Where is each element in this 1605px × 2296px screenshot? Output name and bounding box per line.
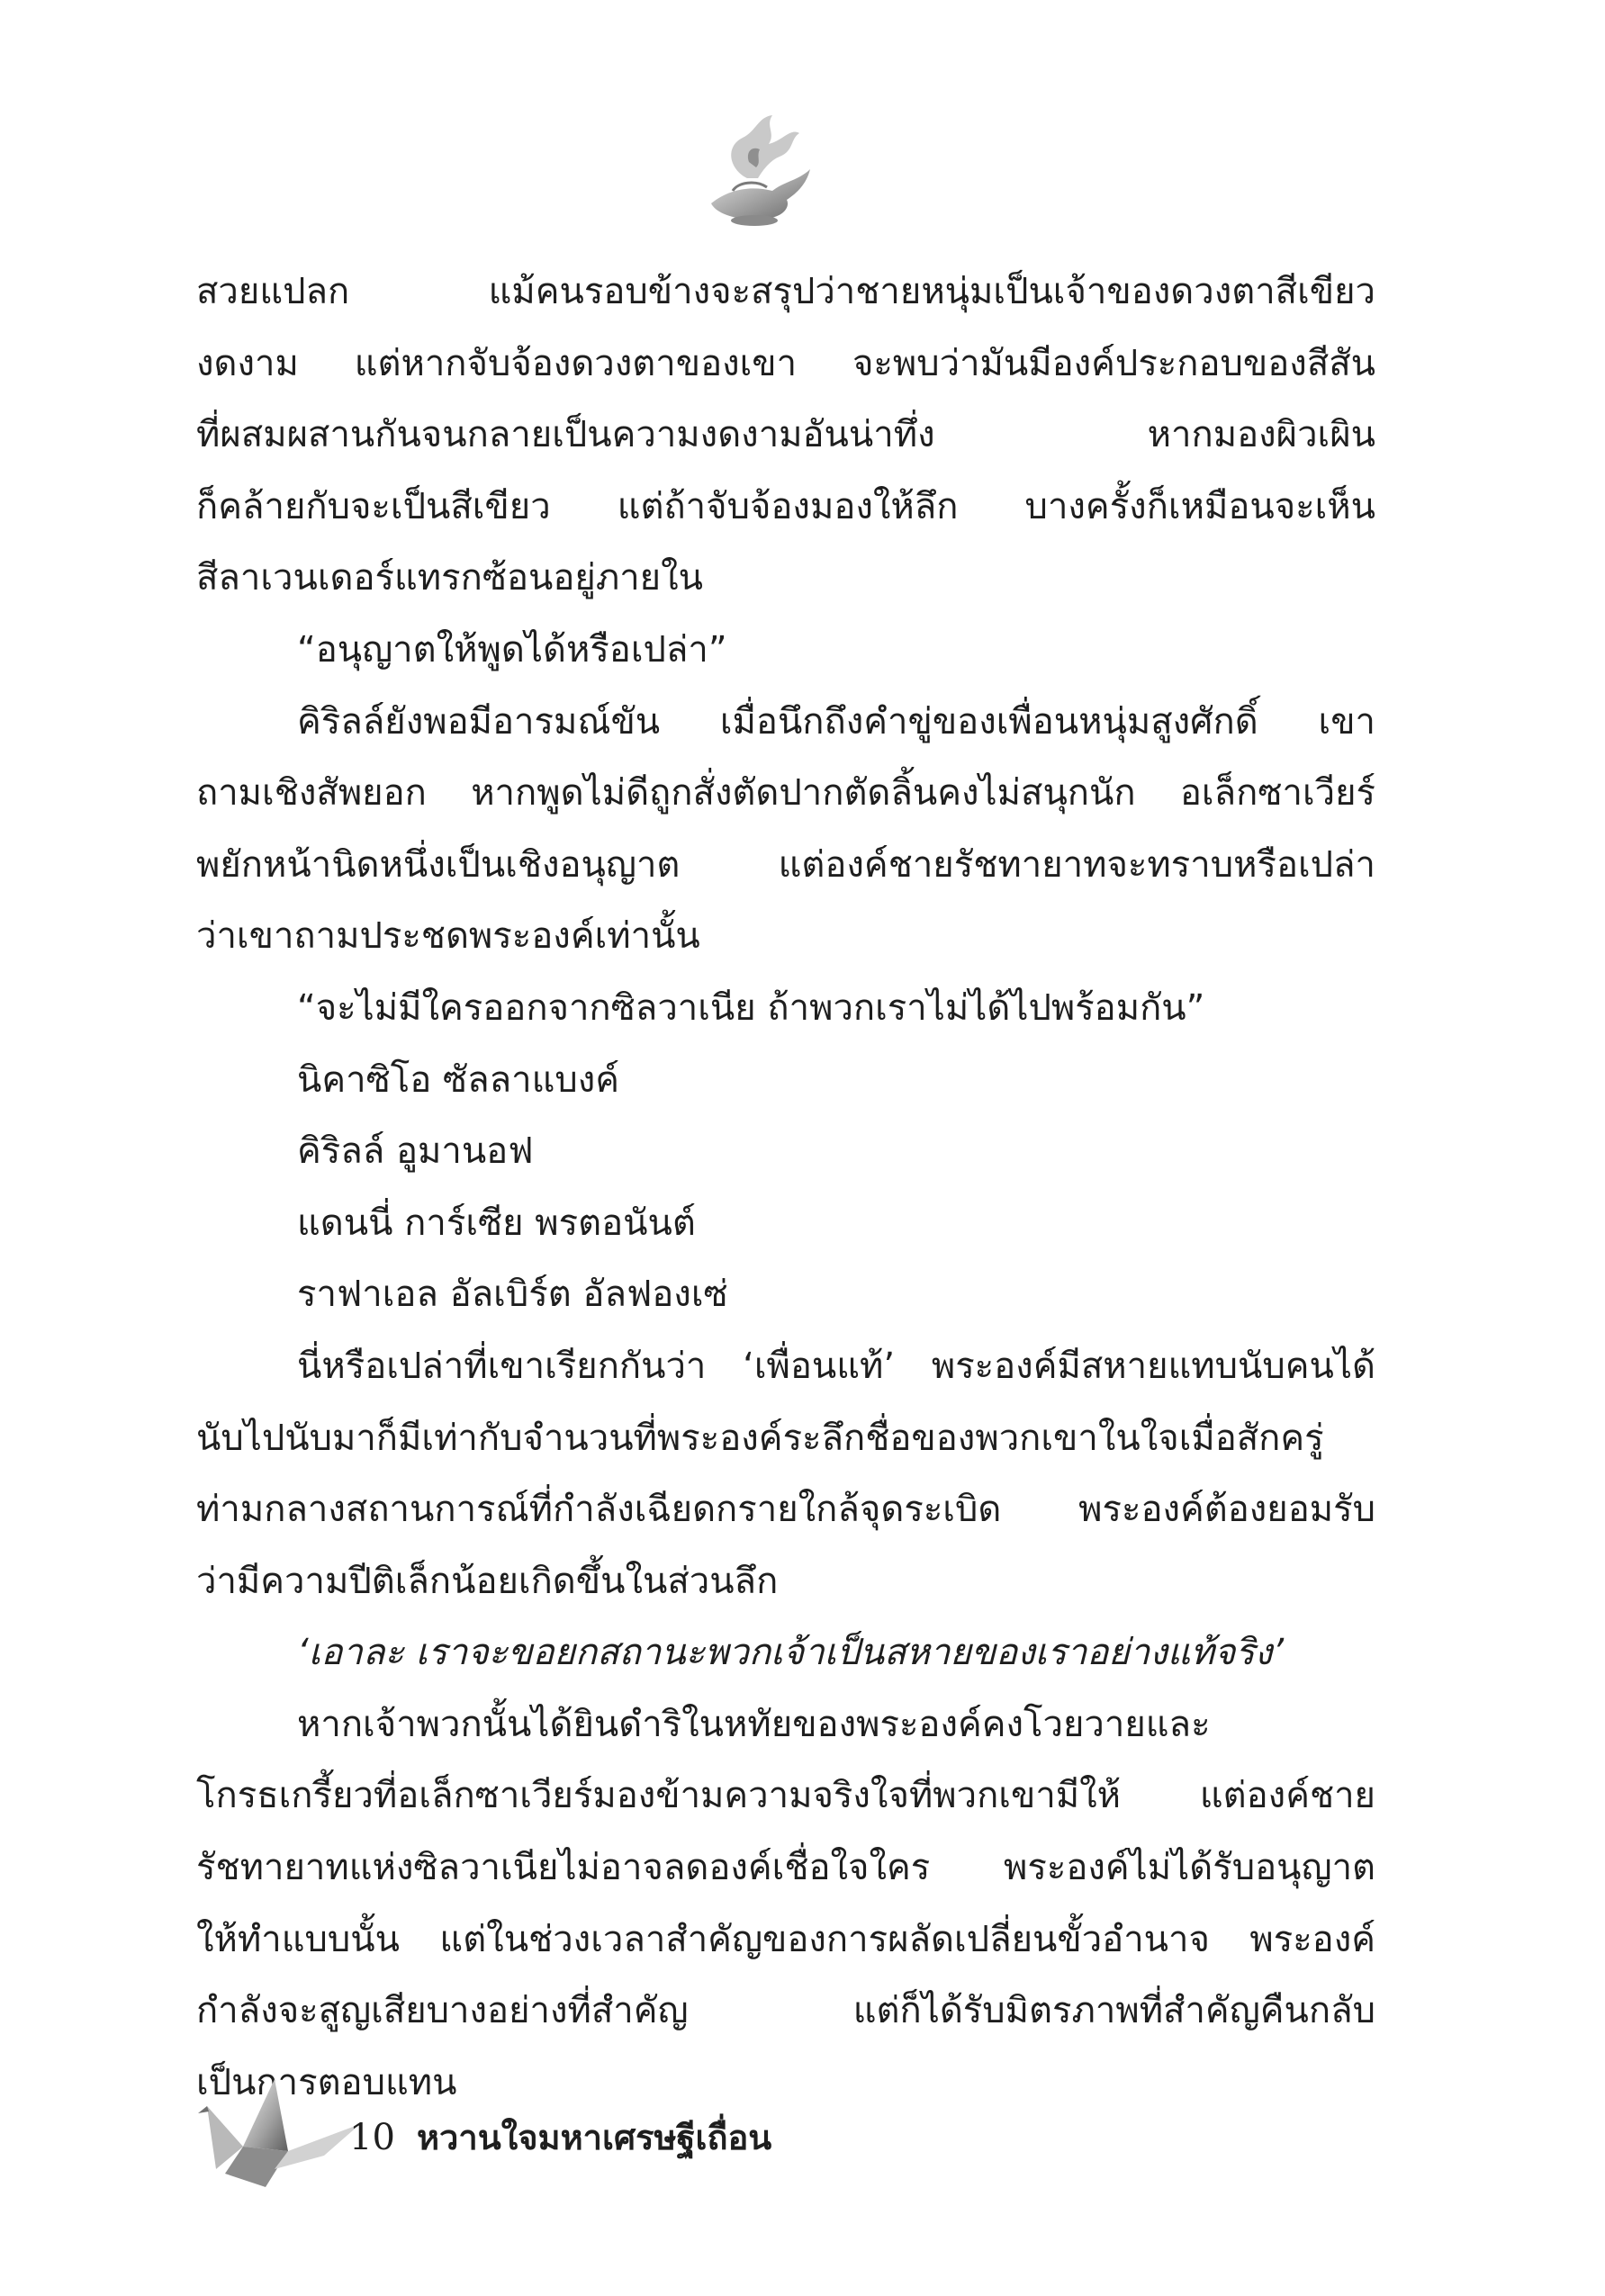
paragraph-line: ว่ามีความปีติเล็กน้อยเกิดขึ้นในส่วนลึก [196, 1560, 779, 1602]
paragraph-line: นี่หรือเปล่าที่เขาเรียกกันว่า ‘เพื่อนแท้’ พระองค์มีสหายแทบนับคนได้ [297, 1345, 1375, 1387]
paragraph-line: ว่าเขาถามประชดพระองค์เท่านั้น [196, 915, 700, 958]
paragraph-line: งดงาม แต่หากจับจ้องดวงตาของเขา จะพบว่ามันมีองค์ประกอบของสีสัน [196, 342, 1375, 384]
paragraph-line: ก็คล้ายกับจะเป็นสีเขียว แต่ถ้าจับจ้องมองให้ลึก บางครั้งก็เหมือนจะเห็น [196, 485, 1375, 527]
paragraph-line: ให้ทำแบบนั้น แต่ในช่วงเวลาสำคัญของการผลัดเปลี่ยนขั้วอำนาจ พระองค์ [196, 1918, 1375, 1960]
name-line: คิริลล์ อูมานอฟ [297, 1130, 534, 1173]
paragraph-line: สีลาเวนเดอร์แทรกซ้อนอยู่ภายใน [196, 557, 703, 599]
thought-line: ‘เอาละ เราจะขอยกสถานะพวกเจ้าเป็นสหายของเราอย่างแท้จริง’ [297, 1632, 1285, 1674]
paragraph-line: รัชทายาทแห่งซิลวาเนียไม่อาจลดองค์เชื่อใจใคร พระองค์ไม่ได้รับอนุญาต [196, 1847, 1375, 1889]
page-footer [189, 2061, 819, 2196]
paragraph-line: โกรธเกรี้ยวที่อเล็กซาเวียร์มองข้ามความจริงใจที่พวกเขามีให้ แต่องค์ชาย [196, 1775, 1375, 1817]
book-title: หวานใจมหาเศรษฐีเถื่อน [417, 2118, 772, 2157]
paragraph-line: นับไปนับมาก็มีเท่ากับจำนวนที่พระองค์ระลึกชื่อของพวกเขาในใจเมื่อสักครู่ [196, 1417, 1324, 1459]
paragraph-line: คิริลล์ยังพอมีอารมณ์ขัน เมื่อนึกถึงคำขู่ของเพื่อนหนุ่มสูงศักดิ์ เขา [297, 700, 1375, 743]
dialogue-line: “อนุญาตให้พูดได้หรือเปล่า” [297, 628, 727, 671]
dialogue-line: “จะไม่มีใครออกจากซิลวาเนีย ถ้าพวกเราไม่ได้ไปพร้อมกัน” [297, 986, 1205, 1029]
paragraph-line: กำลังจะสูญเสียบางอย่างที่สำคัญ แต่ก็ได้รับมิตรภาพที่สำคัญคืนกลับ [196, 1990, 1375, 2032]
name-line: ราฟาเอล อัลเบิร์ต อัลฟองเซ่ [297, 1274, 728, 1316]
paragraph-line: ท่ามกลางสถานการณ์ที่กำลังเฉียดกรายใกล้จุดระเบิด พระองค์ต้องยอมรับ [196, 1489, 1375, 1531]
paragraph-line: เป็นการตอบแทน [196, 2061, 457, 2103]
body-text [196, 257, 1375, 2119]
paper-crane-icon [189, 2061, 369, 2196]
page-number: 10 [349, 2117, 395, 2158]
paragraph-line: สวยแปลก แม้คนรอบข้างจะสรุปว่าชายหนุ่มเป็นเจ้าของดวงตาสีเขียว [196, 271, 1375, 312]
paragraph-line: ที่ผสมผสานกันจนกลายเป็นความงดงามอันน่าทึ่ง หากมองผิวเผิน [196, 414, 1375, 456]
name-line: แดนนี่ การ์เซีย พรตอนันต์ [297, 1202, 696, 1244]
magic-lamp-icon [693, 106, 828, 241]
paragraph-line: พยักหน้านิดหนึ่งเป็นเชิงอนุญาต แต่องค์ชายรัชทายาทจะทราบหรือเปล่า [196, 843, 1375, 886]
name-line: นิคาซิโอ ซัลลาแบงค์ [297, 1058, 620, 1101]
paragraph-line: ถามเชิงสัพยอก หากพูดไม่ดีถูกสั่งตัดปากตัดลิ้นคงไม่สนุกนัก อเล็กซาเวียร์ [196, 772, 1375, 815]
paragraph-line: หากเจ้าพวกนั้นได้ยินดำริในหทัยของพระองค์คงโวยวายและ [297, 1703, 1211, 1745]
